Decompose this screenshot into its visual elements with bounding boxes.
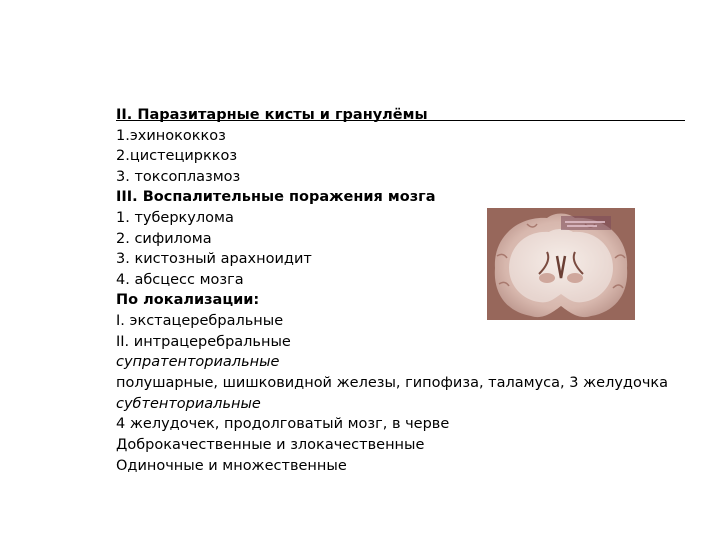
brain-coronal-section-photo	[487, 208, 635, 320]
list-item: полушарные, шишковидной железы, гипофиза, таламуса, 3 желудочка	[116, 374, 669, 391]
subheading-subtentorial: субтенториальные	[116, 395, 261, 412]
section-heading-inflammatory: III. Воспалительные поражения мозга	[116, 189, 436, 206]
section-heading-localization: По локализации:	[116, 292, 260, 309]
subheading-supratentorial: супратенториальные	[116, 354, 280, 371]
list-item: Доброкачественные и злокачественные	[116, 436, 425, 453]
list-item: 1.эхинококкоз	[116, 127, 226, 144]
list-item: I. экстацеребральные	[116, 312, 284, 329]
list-item: 1. туберкулома	[116, 209, 234, 226]
list-item: 4 желудочек, продолговатый мозг, в черве	[116, 416, 450, 433]
list-item: 2. сифилома	[116, 230, 212, 247]
list-item: 3. кистозный арахноидит	[116, 251, 312, 268]
list-item: 2.цистецирккоз	[116, 148, 238, 165]
list-item: 4. абсцесс мозга	[116, 271, 244, 288]
list-item: Одиночные и множественные	[116, 457, 347, 474]
list-item: 3. токсоплазмоз	[116, 168, 241, 185]
list-item: II. интрацеребральные	[116, 333, 291, 350]
section-heading-parasitic: II. Паразитарные кисты и гранулёмы	[116, 107, 428, 123]
